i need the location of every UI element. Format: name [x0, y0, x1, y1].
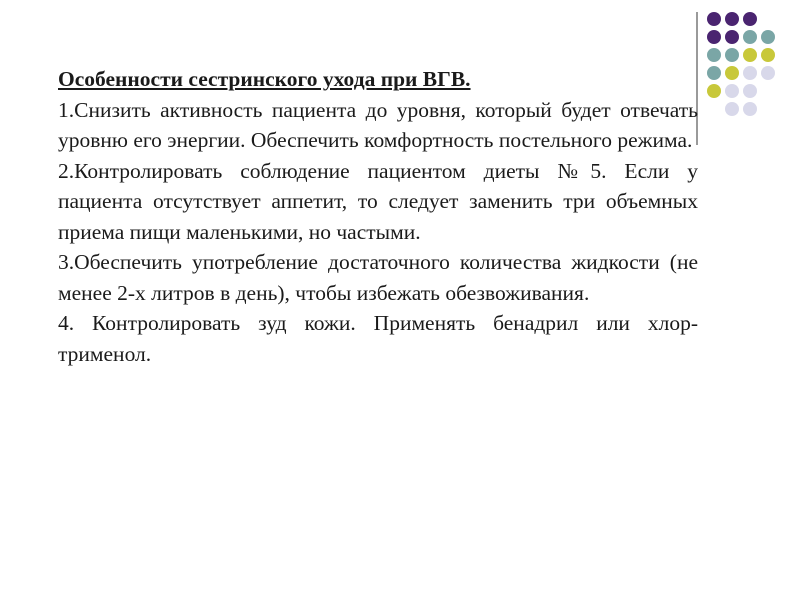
decorative-dot [707, 66, 721, 80]
decorative-dot [761, 66, 775, 80]
paragraph-1: 1.Снизить активность пациента до уровня, который будет отвечать уровню его энергии. Обеспечить комфортность постельного режима. [58, 97, 698, 152]
decorative-dot [725, 66, 739, 80]
decorative-dot [725, 30, 739, 44]
decorative-dot [743, 48, 757, 62]
paragraph-2: 2.Контролировать соблюдение пациентом диеты №5. Если у пациента отсутствует аппетит, то следует заменить три объемных приема пищи маленькими, но частыми. [58, 158, 698, 244]
decorative-dot [725, 102, 739, 116]
decorative-dot [761, 30, 775, 44]
decorative-dot [707, 84, 721, 98]
decorative-dot [743, 84, 757, 98]
decorative-dot [707, 12, 721, 26]
decorative-dot [707, 48, 721, 62]
decorative-dot [761, 48, 775, 62]
decorative-dot [743, 66, 757, 80]
decorative-dot [725, 84, 739, 98]
decorative-dot [743, 12, 757, 26]
decorative-dot [743, 30, 757, 44]
decorative-dot [725, 48, 739, 62]
slide-title: Особенности сестринского ухода при ВГВ. [58, 67, 471, 91]
decorative-dot-grid [707, 12, 787, 132]
decorative-dot [707, 30, 721, 44]
slide-content [58, 64, 698, 369]
paragraph-4: 4. Контролировать зуд кожи. Применять бенадрил или хлор-трименол. [58, 311, 698, 366]
decorative-dot [743, 102, 757, 116]
paragraph-3: 3.Обеспечить употребление достаточного количества жидкости (не менее 2-х литров в день), чтобы избежать обезвоживания. [58, 250, 698, 305]
decorative-dot [725, 12, 739, 26]
